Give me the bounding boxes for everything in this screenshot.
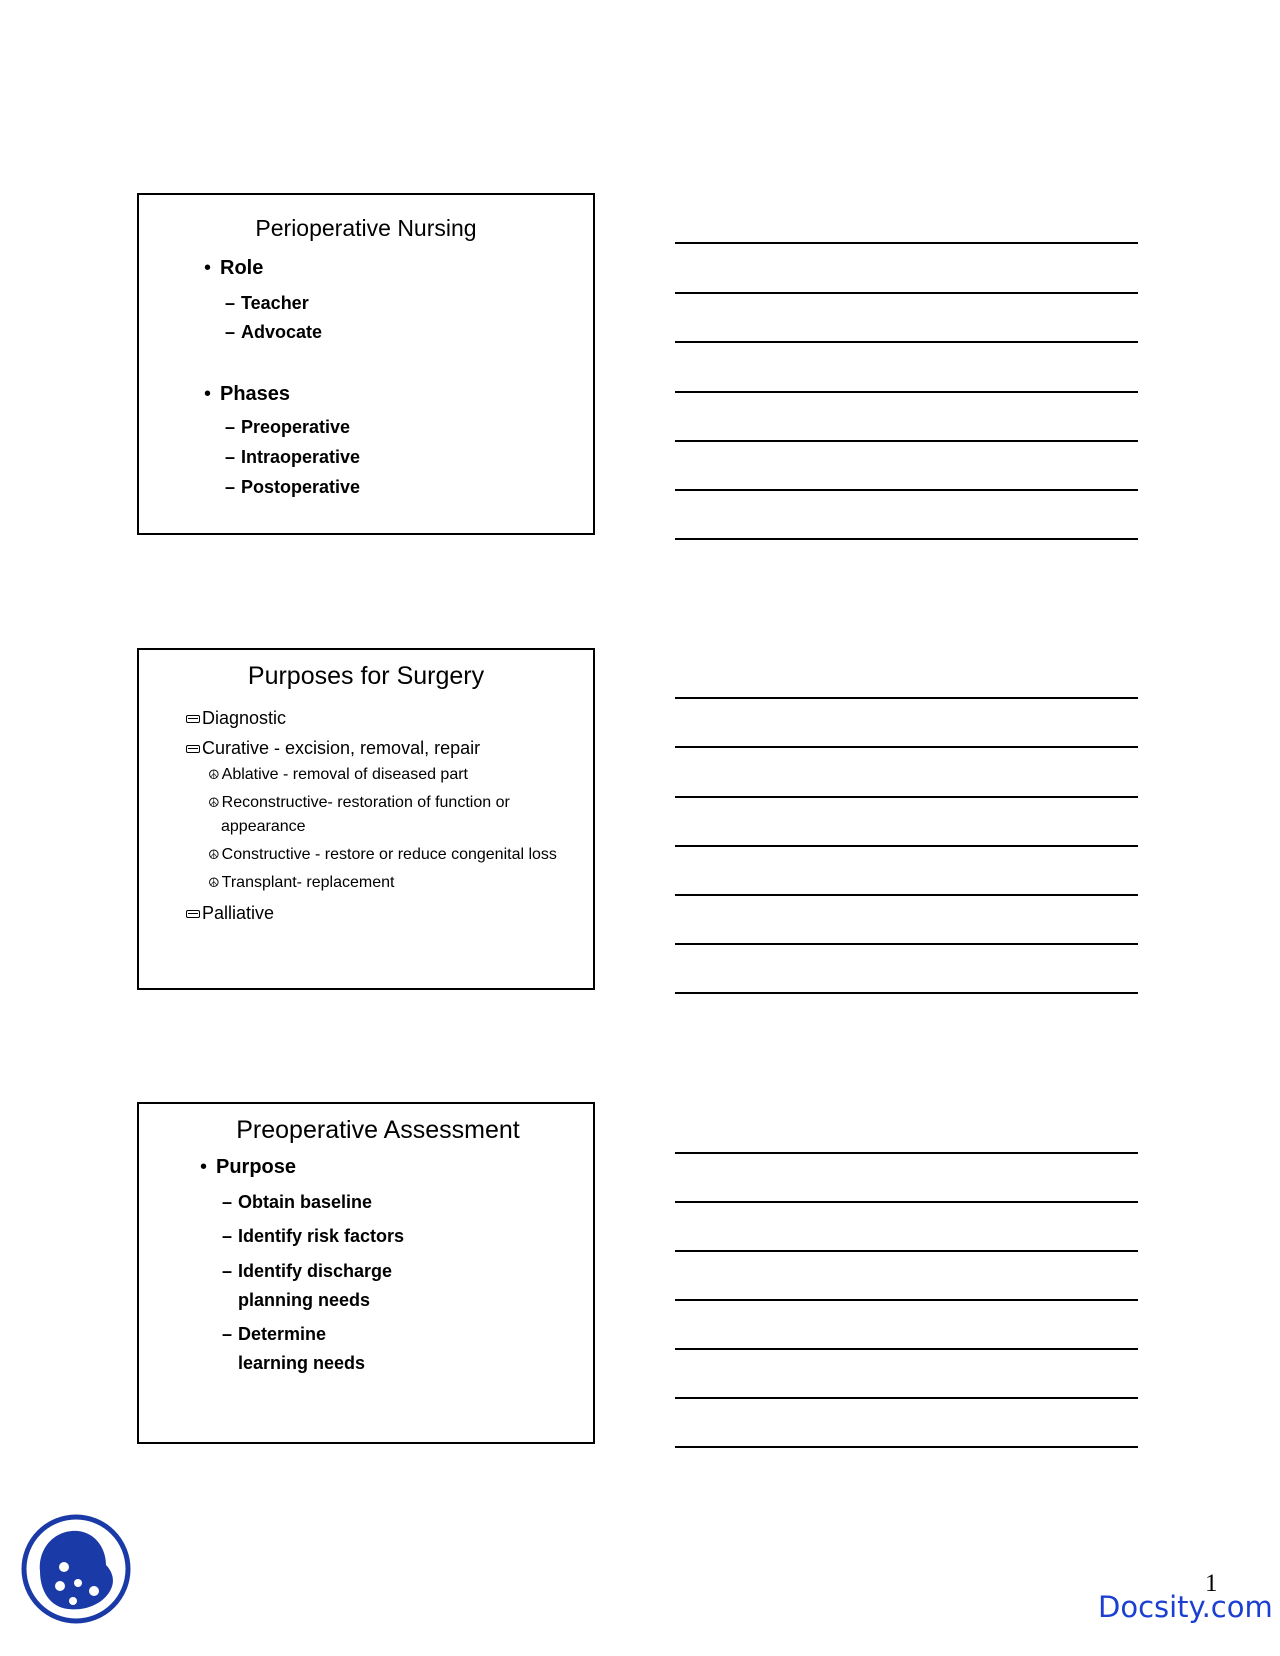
list-item: – Advocate	[225, 322, 323, 342]
note-line	[675, 538, 1138, 540]
list-heading-purpose: • Purpose	[200, 1156, 297, 1178]
square-bullet-icon	[186, 715, 200, 723]
note-line	[675, 1397, 1138, 1399]
note-line	[675, 489, 1138, 491]
note-line	[675, 796, 1138, 798]
list-heading-role: • Role	[204, 257, 264, 279]
sub-list-item: ☮ Constructive - restore or reduce congenital loss	[208, 846, 557, 863]
docsity-link[interactable]: Docsity.com	[1098, 1590, 1273, 1624]
slide-title: Preoperative Assessment	[236, 1116, 520, 1144]
note-line	[675, 1201, 1138, 1203]
list-item: – Identify risk factors	[222, 1226, 405, 1246]
list-item: – Determine	[222, 1324, 327, 1344]
sub-list-item-continued: appearance	[221, 818, 306, 835]
list-item-continued: learning needs	[238, 1353, 366, 1373]
note-line	[675, 1446, 1138, 1448]
note-line	[675, 440, 1138, 442]
list-item: – Teacher	[225, 293, 309, 313]
circle-symbol-icon: ☮	[208, 847, 220, 862]
dash-icon: –	[222, 1226, 233, 1246]
note-line	[675, 697, 1138, 699]
note-line	[675, 845, 1138, 847]
list-item: – Postoperative	[225, 477, 361, 497]
note-line	[675, 992, 1138, 994]
list-item: – Obtain baseline	[222, 1192, 373, 1212]
bullet-dot-icon: •	[204, 257, 212, 279]
dash-icon: –	[222, 1261, 233, 1281]
slide-title: Purposes for Surgery	[247, 662, 485, 690]
list-item: Curative - excision, removal, repair	[186, 738, 480, 759]
square-bullet-icon	[186, 745, 200, 753]
note-line	[675, 1250, 1138, 1252]
note-line	[675, 292, 1138, 294]
note-line	[675, 1348, 1138, 1350]
dash-icon: –	[222, 1324, 233, 1344]
page-number: 1	[1205, 1570, 1218, 1597]
sub-list-item: ☮ Ablative - removal of diseased part	[208, 766, 468, 783]
sub-list-item: ☮ Transplant- replacement	[208, 874, 395, 891]
sub-list-item: ☮ Reconstructive- restoration of function or	[208, 794, 510, 811]
slide-perioperative-nursing	[137, 193, 595, 535]
note-line	[675, 943, 1138, 945]
dash-icon: –	[225, 322, 236, 342]
note-line	[675, 391, 1138, 393]
circle-symbol-icon: ☮	[208, 767, 220, 782]
list-item: Palliative	[186, 903, 274, 924]
note-line	[675, 746, 1138, 748]
dash-icon: –	[225, 293, 236, 313]
list-item: – Identify discharge	[222, 1261, 393, 1281]
note-line	[675, 242, 1138, 244]
docsity-logo-icon	[20, 1513, 132, 1625]
dash-icon: –	[225, 477, 236, 497]
circle-symbol-icon: ☮	[208, 795, 220, 810]
note-line	[675, 1152, 1138, 1154]
list-item: Diagnostic	[186, 708, 286, 729]
circle-symbol-icon: ☮	[208, 875, 220, 890]
list-item-continued: planning needs	[238, 1290, 371, 1310]
note-line	[675, 341, 1138, 343]
dash-icon: –	[225, 417, 236, 437]
slide-purposes-for-surgery	[137, 648, 595, 990]
slide-preoperative-assessment	[137, 1102, 595, 1444]
list-heading-phases: • Phases	[204, 383, 291, 405]
note-line	[675, 894, 1138, 896]
note-line	[675, 1299, 1138, 1301]
bullet-dot-icon: •	[200, 1156, 208, 1178]
dash-icon: –	[222, 1192, 233, 1212]
slide-title: Perioperative Nursing	[255, 215, 477, 241]
square-bullet-icon	[186, 910, 200, 918]
list-item: – Preoperative	[225, 417, 351, 437]
list-item: – Intraoperative	[225, 447, 361, 467]
bullet-dot-icon: •	[204, 383, 212, 405]
dash-icon: –	[225, 447, 236, 467]
